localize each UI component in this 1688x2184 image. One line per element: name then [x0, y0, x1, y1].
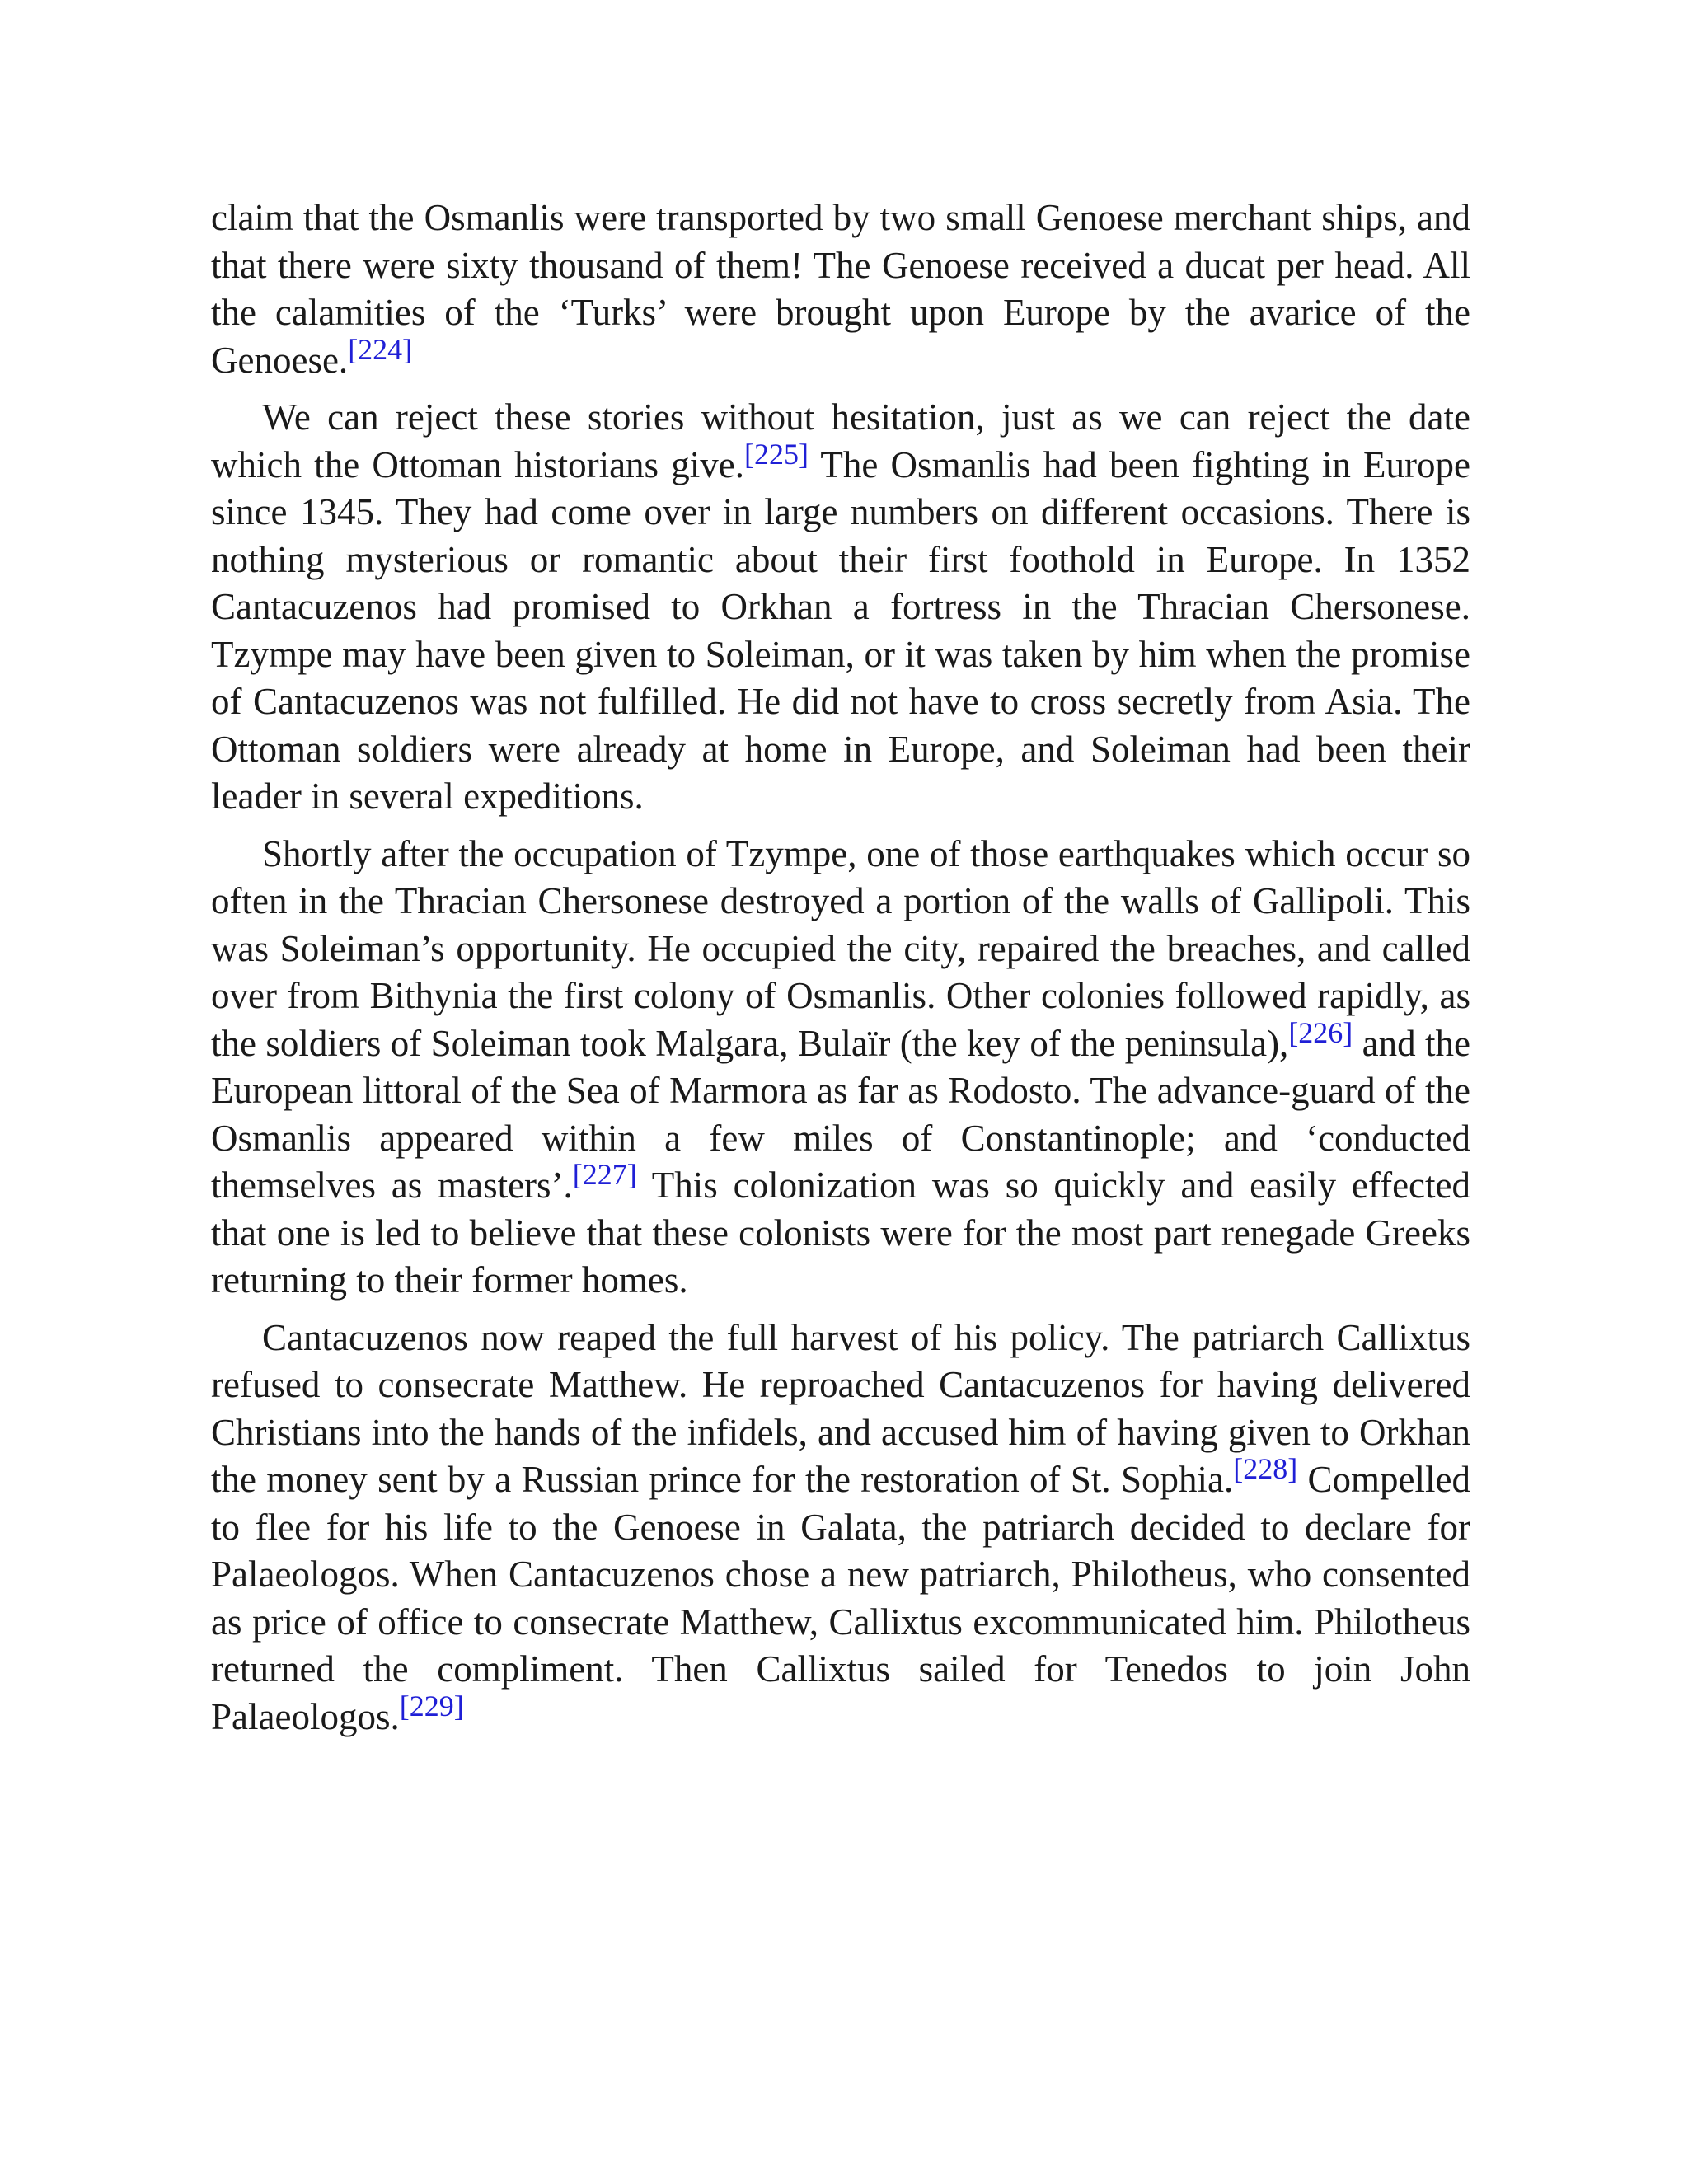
paragraph-text: Shortly after the occupation of Tzympe, one of those earthquakes which occur so often in the Thracian Chersonese destroyed a portion of the walls of Gallipoli. This was Soleiman’s opportunity. He occupied the city, repaired the breaches, and called over from Bithynia the first colony of Osmanlis. Other colonies followed rapidly, as the soldiers of Soleiman took Malgara, Bulaïr (the key of the peninsula), [211, 832, 1470, 1064]
paragraph [211, 831, 1470, 1305]
paragraph-text: This colonization was so quickly and easily effected that one is led to believe that these colonists were for the most part renegade Greeks returning to their former homes. [211, 1165, 1470, 1301]
footnote-link[interactable]: [229] [399, 1689, 464, 1722]
paragraph-text: and the European littoral of the Sea of Marmora as far as Rodosto. The advance-guard of the Osmanlis appeared within a few miles of Constantinople; and ‘conducted themselves as masters’. [211, 1022, 1470, 1206]
paragraph-text: The Osmanlis had been fighting in Europe since 1345. They had come over in large numbers on different occasions. There is nothing mysterious or romantic about their first foothold in Europe. In 1352 Cantacuzenos had promised to Orkhan a fortress in the Thracian Chersonese. Tzympe may have been given to Soleiman, or it was taken by him when the promise of Cantacuzenos was not fulfilled. He did not have to cross secretly from Asia. The Ottoman soldiers were already at home in Europe, and Soleiman had been their leader in several expeditions. [211, 443, 1470, 817]
paragraph [211, 194, 1470, 384]
paragraph-text: Compelled to flee for his life to the Genoese in Galata, the patriarch decided to declare for Palaeologos. When Cantacuzenos chose a new patriarch, Philotheus, who consented as price of office to consecrate Matthew, Callixtus excommunicated him. Philotheus returned the compliment. Then Callixtus sailed for Tenedos to join John Palaeologos. [211, 1459, 1471, 1737]
paragraph [211, 394, 1470, 821]
page-body [211, 194, 1470, 1750]
footnote-link[interactable]: [227] [572, 1157, 637, 1191]
footnote-link[interactable]: [225] [744, 437, 809, 471]
paragraph-text: Cantacuzenos now reaped the full harvest of his policy. The patriarch Callixtus refused to consecrate Matthew. He reproached Cantacuzenos for having delivered Christians into the hands of the infidels, and accused him of having given to Orkhan the money sent by a Russian prince for the restoration of St. Sophia. [211, 1316, 1470, 1500]
paragraph-text: claim that the Osmanlis were transported by two small Genoese merchant ships, and that there were sixty thousand of them! The Genoese received a ducat per head. All the calamities of the ‘Turks’ were brought upon Europe by the avarice of the Genoese. [211, 197, 1470, 381]
footnote-link[interactable]: [226] [1288, 1015, 1353, 1049]
paragraph-text: We can reject these stories without hesitation, just as we can reject the date which the Ottoman historians give. [211, 396, 1470, 485]
paragraph [211, 1315, 1470, 1741]
footnote-link[interactable]: [224] [348, 332, 413, 366]
footnote-link[interactable]: [228] [1233, 1451, 1298, 1485]
